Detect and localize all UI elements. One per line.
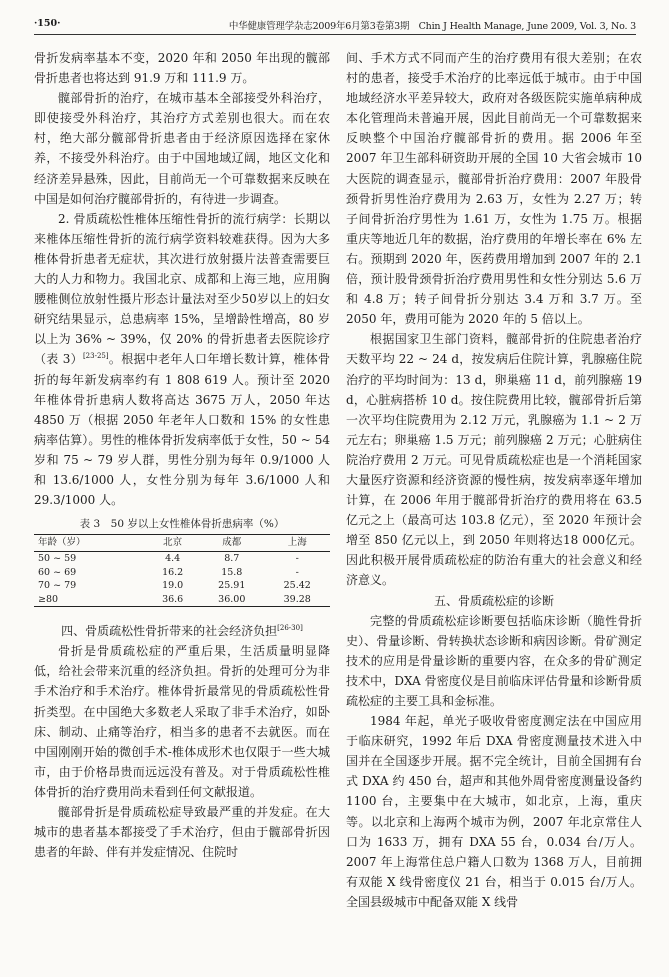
paragraph: 完整的骨质疏松症诊断要包括临床诊断（脆性骨折史）、骨量诊断、骨转换状态诊断和病因诊断。骨矿测定技术的应用是骨量诊断的重要内容，在众多的骨矿测定技术中，DXA 骨密度仪是目前临床评估骨量和诊断骨质疏松症的主要工具和金标准。 (346, 613, 642, 708)
table-cell: 25.91 (218, 580, 246, 592)
paragraph: 髋部骨折是骨质疏松症导致最严重的并发症。在大城市的患者基本都接受了手术治疗，但由于髋部骨折因患者的年龄、伴有并发症情况、住院时 (34, 805, 330, 860)
journal-info: 中华健康管理学杂志2009年6月第3卷第3期 Chin J Health Manage, June 2009, Vol. 3, No. 3 (228, 21, 636, 32)
table-cell: 36.6 (146, 593, 199, 607)
table-cell: 39.28 (265, 593, 331, 607)
paragraph: 根据国家卫生部门资料，髋部骨折的住院患者治疗天数平均 22 ~ 24 d，按发病后住院计算，乳腺癌住院治疗的平均时间为：13 d，卵巢癌 11 d，前列腺癌 19 d，心脏病搭桥 10 d。按住院费用比较，髋部骨折后第一次平均住院费用为 2.12 万元，乳腺癌为 1.1 ~ 2 万元左右；卵巢癌 1.5 万元；前列腺癌 2 万元；心脏病住院治疗费用 2 万元。可见骨质疏松症也是一个消耗国家大量医疗资源和经济资源的慢性病，按发病率逐年增加计算，在 2006 年用于髋部骨折治疗的费用将在 63.5 亿元之上（最高可达 103.8 亿元），至 2020 年预计会增至 850 亿元以上，到 2050 年则将达18 000亿元。因此积极开展骨质疏松症的防治有重大的社会意义和经济意义。 (346, 332, 642, 588)
paragraph: 1984 年起，单光子吸收骨密度测定法在中国应用于临床研究，1992 年后 DXA 骨密度测量技术进入中国并在全国逐步开展。据不完全统计，目前全国拥有台式 DXA 约 450 台，超声和其他外周骨密度测量设备约 1100 台，主要集中在大城市，如北京，上海，重庆等。以北京和上海两个城市为例，2007 年北京常住人口为 1633 万，拥有 DXA 55 台，0.034 台/万人。2007 年上海常住总户籍人口数为 1368 万人，目前拥有双能 X 线骨密度仪 21 台，相当于 0.015 台/万人。全国县级城市中配备双能 X 线骨 (346, 714, 642, 909)
table-cell: - (295, 566, 299, 578)
table-cell: 8.7 (224, 553, 240, 565)
section-heading: 五、骨质疏松症的诊断 (433, 593, 554, 608)
table-cell: 70 ~ 79 (38, 580, 77, 592)
paragraph: 间、手术方式不同而产生的治疗费用有很大差别；在农村的患者，接受手术治疗的比率远低于城市。由于中国地域经济水平差异较大，政府对各级医院实施单病种成本化管理尚未普遍开展，因此目前尚无一个可靠数据来反映整个中国治疗髋部骨折的费用。据 2006 年至 2007 年卫生部科研资助开展的全国 10 大省会城市 10 大医院的调查显示，髋部骨折治疗费用：2007 年股骨颈骨折男性治疗费用为 2.63 万，女性为 2.27 万；转子间骨折治疗男性为 1.61 万，女性为 1.75 万。根据重庆等地近几年的数据，治疗费用的年增长率在 6% 左右。预期到 2020 年，医药费用增加到 2007 年的 2.1 倍，预计股骨颈骨折治疗费用男性和女性分别达 5.6 万和 4.8 万；转子间骨折分别达 3.4 万和 3.7 万。至 2050 年，费用可能为 2020 年的 5 倍以上。 (346, 51, 642, 327)
table-row (34, 593, 330, 607)
table-cell: 15.8 (221, 566, 243, 578)
citation-ref: [26-30] (277, 624, 303, 633)
left-column (34, 48, 330, 862)
right-column (346, 48, 642, 912)
paragraph-text: 2. 骨质疏松性椎体压缩性骨折的流行病学：长期以来椎体压缩性骨折的流行病学资料较难获得。因为大多椎体骨折患者无症状，其次进行放射摄片法普查需要巨大的人力和物力。我国北京、成都和上海三地，应用胸腰椎侧位放射性摄片形态计量法对至少50岁以上的妇女研究结果显示，总患病率 15%，呈增龄性增高，80 岁以上为 36% ~ 39%，仅 20% 的骨折患者去医院诊疗（表 3） (34, 211, 330, 367)
table-header: 上海 (265, 535, 331, 552)
table-header: 成都 (199, 535, 264, 552)
table-cell: 19.0 (162, 580, 184, 592)
table-header-row (34, 535, 330, 552)
page-number: ·150· (34, 18, 61, 29)
table-cell: 60 ~ 69 (38, 566, 77, 578)
section-title: 四、骨质疏松性骨折带来的社会经济负担 (61, 624, 278, 639)
table-cell: ≥80 (34, 593, 146, 607)
paragraph: 髋部骨折的治疗，在城市基本全部接受外科治疗，即使接受外科治疗，其治疗方式差别也很大。而在农村，绝大部分髋部骨折患者由于经济原因选择在家休养，不接受外科治疗。由于中国地域辽阔，地区文化和经济差异悬殊，因此，目前尚无一个可靠数据来反映在中国是如何治疗髋部骨折的，有待进一步调查。 (34, 91, 330, 206)
table-cell: 16.2 (162, 566, 184, 578)
table-caption: 表 3 50 岁以上女性椎体骨折患病率（%） (79, 518, 285, 531)
table-header: 北京 (146, 535, 199, 552)
citation-ref: [23-25] (82, 352, 109, 361)
table-row (34, 579, 330, 593)
running-header (34, 18, 636, 35)
table-row (34, 566, 330, 580)
table-cell: 25.42 (283, 580, 311, 592)
table-row (34, 552, 330, 566)
paragraph: 骨折发病率基本不变，2020 年和 2050 年出现的髋部骨折患者也将达到 91.9 万和 111.9 万。 (34, 51, 330, 86)
paragraph: 骨折是骨质疏松症的严重后果，生活质量明显降低，给社会带来沉重的经济负担。骨折的处理可分为非手术治疗和手术治疗。椎体骨折最常见的骨质疏松性骨折类型。在中国绝大多数老人采取了非手术治疗，如卧床、制动、止痛等治疗，相当多的患者不去就医。而在中国刚刚开始的微创手术-椎体成形术也仅限于一些大城市，由于价格昂贵而远远没有普及。对于骨质疏松性椎体骨折的治疗费用尚未看到任何文献报道。 (34, 644, 330, 799)
paragraph-text: 。根据中老年人口年增长数计算，椎体骨折的每年新发病率约有 1 808 619 人。预计至 2020 年椎体骨折患病人数将高达 3675 万人，2050 年达 4850 万（根据 2050 年老年人口数和 15% 的女性患病率估算）。男性的椎体骨折发病率低于女性，50 ~ 54 岁和 75 ~ 79 岁人群，男性分别为每年 0.9/1000 人和 13.6/1000 人，女性分别为每年 3.6/1000 人和 29.3/1000 人。 (34, 352, 330, 508)
paragraph (34, 209, 330, 510)
table-header: 年龄（岁） (34, 535, 146, 552)
table-cell: 36.00 (199, 593, 264, 607)
section-heading (34, 621, 330, 641)
table-3 (34, 534, 330, 607)
table-cell: 4.4 (165, 553, 181, 565)
table-cell: - (295, 553, 299, 565)
table-cell: 50 ~ 59 (38, 553, 77, 565)
